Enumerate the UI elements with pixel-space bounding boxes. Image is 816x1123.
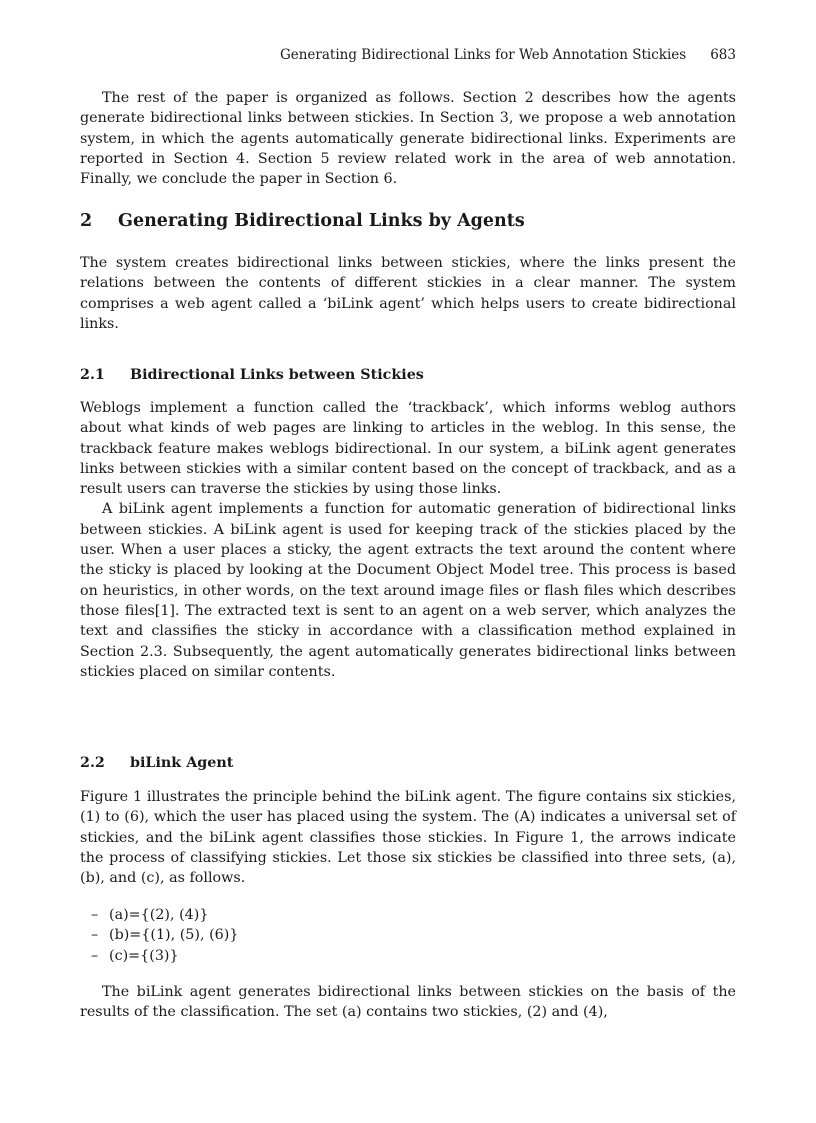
section-2-2-paragraph-2: The biLink agent generates bidirectional links between stickies on the basis of the results of the classification. The set (a) contains two stickies, (2) and (4),	[80, 984, 736, 1021]
list-marker: –	[91, 907, 99, 923]
subsection-number: 2.2	[80, 755, 105, 771]
section-2-1-paragraph-2: A biLink agent implements a function for automatic generation of bidirectional links between stickies. A biLink agent is used for keeping track of the stickies placed by the user. When a user places a sticky, the agent extracts the text around the content where the sticky is placed by looking at the Document Object Model tree. This process is based on heuristics, in other words, on the text around image files or flash files which describes those files[1]. The extracted text is sent to an agent on a web server, which analyzes the text and classifies the sticky in accordance with a classification method explained in Section 2.3. Subsequently, the agent automatically generates bidirectional links between stickies placed on similar contents.	[80, 501, 736, 680]
classification-list	[80, 905, 736, 966]
list-item	[80, 905, 736, 925]
section-2-paragraph: The system creates bidirectional links between stickies, where the links present the relations between the contents of different stickies in a clear manner. The system comprises a web agent called a ‘biLink agent’ which helps users to create bidirectional links.	[80, 255, 736, 332]
intro-block	[80, 88, 736, 189]
list-item	[80, 925, 736, 945]
section-2-heading	[80, 209, 736, 233]
list-marker: –	[91, 927, 99, 944]
section-2-body	[80, 253, 736, 334]
list-item	[80, 946, 736, 966]
subsection-title: biLink Agent	[130, 755, 234, 771]
classification-list-block	[80, 905, 736, 966]
running-header	[80, 45, 736, 65]
list-item-text: (b)={(1), (5), (6)}	[109, 927, 239, 944]
section-2-2-body	[80, 787, 736, 888]
list-item-text: (a)={(2), (4)}	[109, 907, 209, 923]
section-2-2-paragraph-1: Figure 1 illustrates the principle behind the biLink agent. The figure contains six stickies, (1) to (6), which the user has placed using the system. The (A) indicates a universal set of stickies, and the biLink agent classifies those stickies. In Figure 1, the arrows indicate the process of classifying stickies. Let those six stickies be classified into three sets, (a), (b), and (c), as follows.	[80, 789, 736, 887]
section-number: 2	[80, 211, 93, 231]
section-2-1-heading	[80, 365, 736, 385]
list-marker: –	[91, 947, 99, 964]
intro-paragraph: The rest of the paper is organized as follows. Section 2 describes how the agents generate bidirectional links between stickies. In Section 3, we propose a web annotation system, in which the agents automatically generate bidirectional links. Experiments are reported in Section 4. Section 5 review related work in the area of web annotation. Finally, we conclude the paper in Section 6.	[80, 90, 736, 188]
section-2-2-heading	[80, 753, 736, 773]
subsection-number: 2.1	[80, 367, 105, 383]
section-2-1-paragraph-1: Weblogs implement a function called the ‘trackback’, which informs weblog authors about what kinds of web pages are linking to articles in the weblog. In this sense, the trackback feature makes weblogs bidirectional. In our system, a biLink agent generates links between stickies with a similar content based on the concept of trackback, and as a result users can traverse the stickies by using those links.	[80, 400, 736, 498]
paper-page	[80, 0, 736, 1123]
section-2-1-body	[80, 398, 736, 682]
section-title: Generating Bidirectional Links by Agents	[118, 211, 525, 231]
page-number: 683	[710, 47, 736, 63]
subsection-title: Bidirectional Links between Stickies	[130, 367, 424, 383]
section-2-2-continuation	[80, 982, 736, 1023]
running-title: Generating Bidirectional Links for Web Annotation Stickies	[279, 47, 687, 63]
list-item-text: (c)={(3)}	[109, 947, 179, 964]
